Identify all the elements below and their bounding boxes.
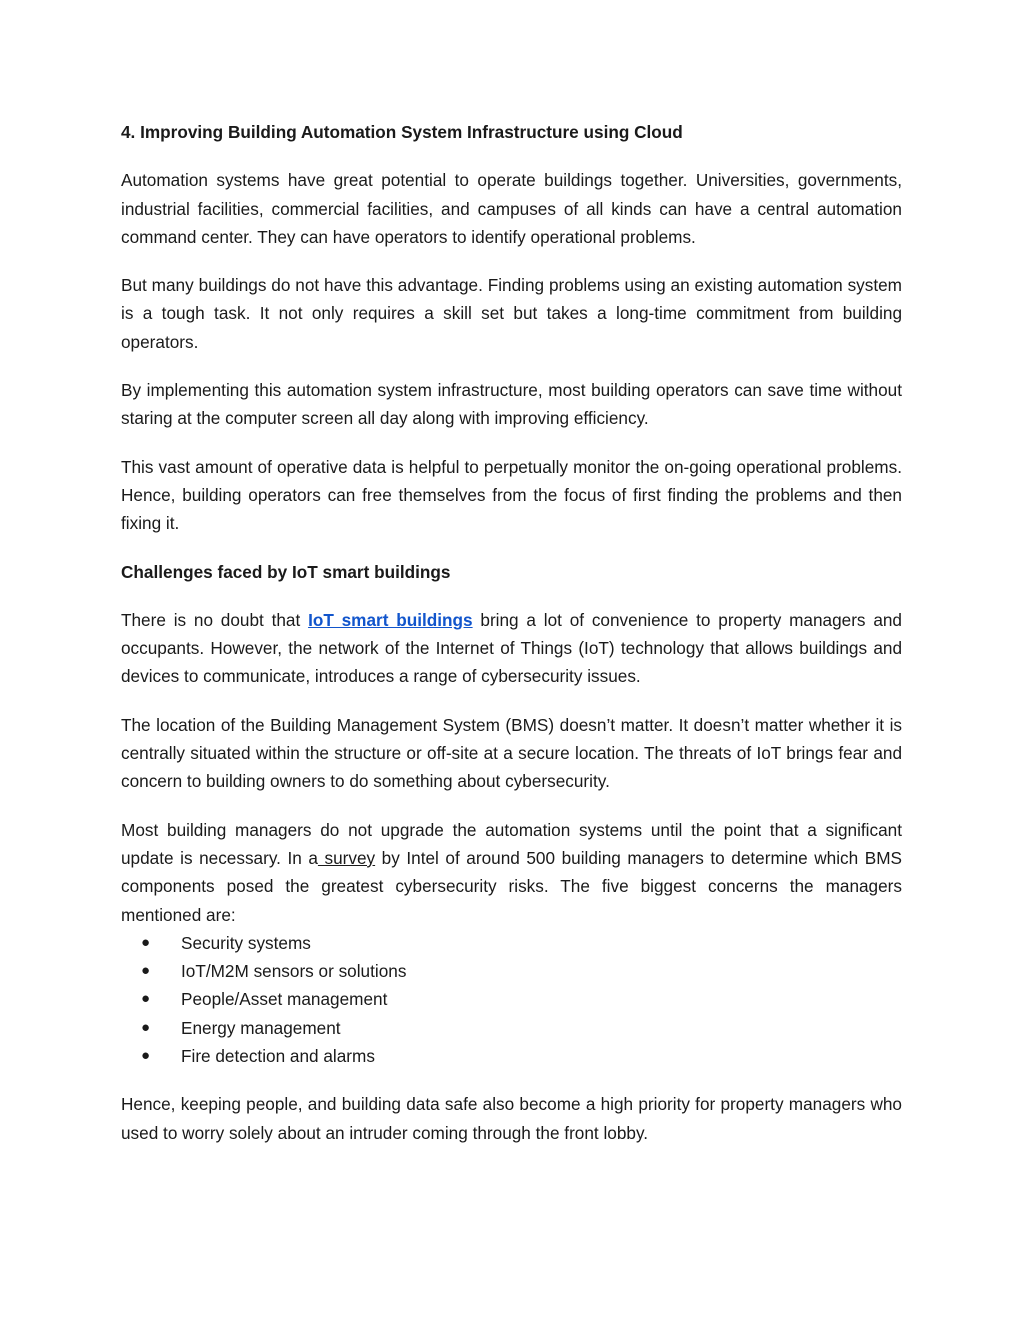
bullet-icon: ● [141,962,151,980]
list-item-text: Security systems [181,932,311,953]
paragraph-save-time: By implementing this automation system infrastructure, most building operators can save time without staring at the computer screen all day along with improving efficiency. [121,380,902,429]
paragraph-conclusion: Hence, keeping people, and building data safe also become a high priority for property managers who used to worry solely about an intruder coming through the front lobby. [121,1094,902,1143]
bullet-icon: ● [141,933,151,951]
list-item-text: Fire detection and alarms [181,1046,375,1067]
bullet-icon: ● [141,1018,151,1036]
paragraph-operative-data: This vast amount of operative data is helpful to perpetually monitor the on-going operational problems. Hence, building operators can free themselves from the focus of first finding the problems and then fixing it. [121,456,902,534]
list-item [121,929,902,957]
paragraph-survey [121,816,902,929]
paragraph-text: bring a lot of convenience to property managers and occupants. However, the network of the Internet of Things (IoT) technology that allows buildings and devices to communicate, introduces a range of cybersecurity issues. [121,609,902,687]
bullet-icon: ● [141,1047,151,1065]
list-item [121,1042,902,1070]
list-item [121,957,902,985]
paragraph-text: There is no doubt that [121,609,309,630]
list-item [121,1014,902,1042]
paragraph-automation-potential: Automation systems have great potential to operate buildings together. Universities, governments, industrial facilities, commercial facilities, and campuses of all kinds can have a central automation command center. They can have operators to identify operational problems. [121,170,902,247]
list-item-text: Energy management [181,1017,341,1038]
section-heading-challenges: Challenges faced by IoT smart buildings [121,561,451,582]
iot-smart-buildings-link[interactable]: IoT smart buildings [308,609,473,630]
list-item-text: People/Asset management [181,989,388,1010]
paragraph-iot-convenience [121,606,902,691]
survey-link[interactable]: survey [317,847,376,868]
paragraph-existing-problems: But many buildings do not have this advantage. Finding problems using an existing automation system is a tough task. It not only requires a skill set but takes a long-time commitment from building operators. [121,275,902,352]
paragraph-bms-location: The location of the Building Management System (BMS) doesn’t matter. It doesn’t matter whether it is centrally situated within the structure or off-site at a secure location. The threats of IoT brings fear and concern to building owners to do something about cybersecurity. [121,714,902,792]
bullet-icon: ● [141,990,151,1008]
document-page [121,118,902,1167]
list-item-text: IoT/M2M sensors or solutions [181,961,407,982]
section-heading-cloud-infrastructure: 4. Improving Building Automation System Infrastructure using Cloud [121,122,683,142]
list-item [121,985,902,1013]
paragraph-text: by Intel of around 500 building managers to determine which BMS components posed the greatest cybersecurity risks. The five biggest concerns the managers mentioned are: [121,847,902,925]
paragraph-text: Most building managers do not upgrade the automation systems until the point that a significant update is necessary. In a [121,819,902,868]
concerns-list [121,929,902,1070]
